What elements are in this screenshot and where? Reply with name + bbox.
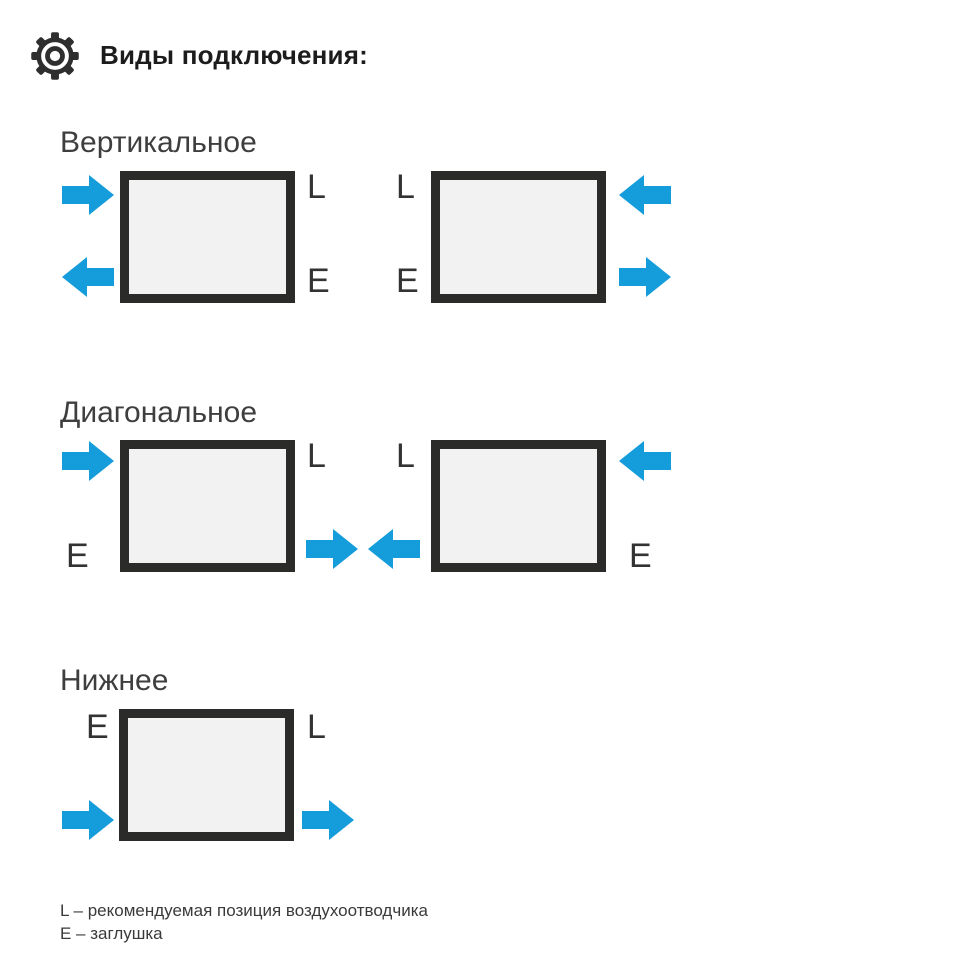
radiator-body (119, 709, 294, 841)
radiator-body (431, 440, 606, 572)
section-title-diagonal: Диагональное (60, 396, 258, 429)
section-title-bottom: Нижнее (60, 664, 169, 697)
gear-icon (30, 31, 80, 81)
arrow-left-icon (619, 441, 671, 481)
radiator-body (120, 171, 295, 303)
arrow-right-icon (62, 441, 114, 481)
port-label-e: E (307, 262, 330, 300)
legend-line-air-vent: L – рекомендуемая позиция воздухоотводчика (60, 901, 428, 920)
port-label-l: L (396, 437, 415, 475)
page-title: Виды подключения: (100, 40, 368, 70)
radiator-body (120, 440, 295, 572)
arrow-right-icon (302, 800, 354, 840)
port-label-l: L (307, 708, 326, 746)
port-label-e: E (86, 708, 109, 746)
port-label-l: L (307, 437, 326, 475)
legend-line-plug: E – заглушка (60, 924, 163, 943)
arrow-right-icon (62, 800, 114, 840)
arrow-left-icon (619, 175, 671, 215)
arrow-left-icon (62, 257, 114, 297)
port-label-e: E (66, 537, 89, 575)
port-label-l: L (396, 168, 415, 206)
port-label-e: E (629, 537, 652, 575)
radiator-body (431, 171, 606, 303)
port-label-e: E (396, 262, 419, 300)
arrow-right-icon (619, 257, 671, 297)
arrow-right-icon (62, 175, 114, 215)
arrow-left-icon (368, 529, 420, 569)
arrow-right-icon (306, 529, 358, 569)
port-label-l: L (307, 168, 326, 206)
section-title-vertical: Вертикальное (60, 126, 257, 159)
